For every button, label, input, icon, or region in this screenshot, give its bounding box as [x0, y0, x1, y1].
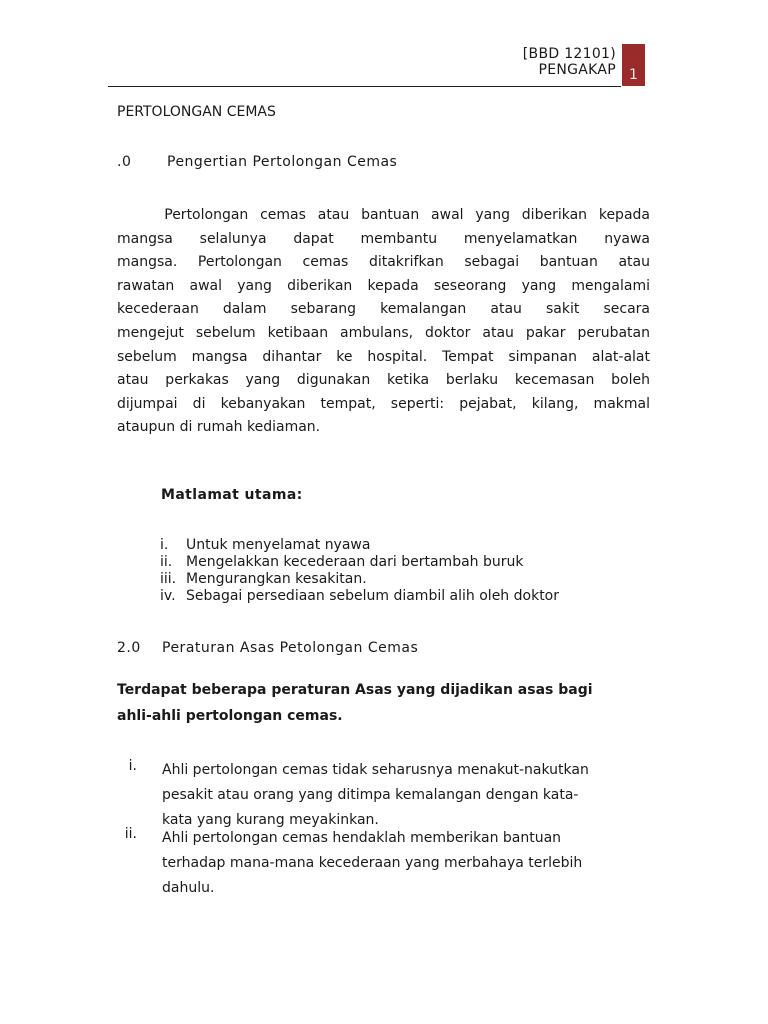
- paragraph-line: mangsa selalunya dapat membantu menyelamatkan nyawa: [117, 230, 650, 247]
- goal-item: [160, 588, 559, 605]
- rule-text: [162, 758, 642, 833]
- header-divider: [108, 86, 621, 87]
- section1-paragraph: [117, 204, 650, 440]
- paragraph-line: mangsa. Pertolongan cemas ditakrifkan sebagai bantuan atau: [117, 254, 650, 271]
- goal-number: i.: [160, 537, 169, 553]
- subject-title: PENGAKAP: [538, 62, 616, 78]
- paragraph-line: sebelum mangsa dihantar ke hospital. Tempat simpanan alat-alat: [117, 348, 650, 365]
- rule-number: ii.: [124, 826, 137, 842]
- rule-line: dahulu.: [162, 880, 215, 896]
- rule-number: i.: [128, 758, 137, 774]
- goals-list: [160, 537, 559, 605]
- paragraph-line: dijumpai di kebanyakan tempat, seperti: pejabat, kilang, makmal: [117, 395, 650, 412]
- goal-text: Mengelakkan kecederaan dari bertambah buruk: [186, 554, 524, 570]
- paragraph-line: kecederaan dalam sebarang kemalangan atau sakit secara: [117, 301, 650, 318]
- paragraph-line: mengejut sebelum ketibaan ambulans, doktor atau pakar perubatan: [117, 324, 650, 341]
- goal-item: [160, 571, 559, 588]
- course-code: [BBD 12101): [522, 46, 616, 62]
- rule-line: Ahli pertolongan cemas hendaklah memberikan bantuan: [162, 830, 562, 846]
- rule-line: kata yang kurang meyakinkan.: [162, 812, 379, 828]
- document-title: PERTOLONGAN CEMAS: [117, 104, 276, 120]
- goals-heading: Matlamat utama:: [161, 487, 303, 503]
- rule-text: [162, 826, 642, 901]
- goal-item: [160, 537, 559, 554]
- goal-number: iii.: [160, 571, 177, 587]
- section2-heading: Peraturan Asas Petolongan Cemas: [162, 640, 419, 656]
- section2-intro-line-1: Terdapat beberapa peraturan Asas yang dijadikan asas bagi: [117, 682, 593, 698]
- paragraph-line: atau perkakas yang digunakan ketika berlaku kecemasan boleh: [117, 372, 650, 389]
- rule-line: terhadap mana-mana kecederaan yang merbahaya terlebih: [162, 855, 583, 871]
- goal-number: iv.: [160, 588, 176, 604]
- goal-item: [160, 554, 559, 571]
- goal-number: ii.: [160, 554, 173, 570]
- rule-line: Ahli pertolongan cemas tidak seharusnya menakut-nakutkan: [162, 762, 589, 778]
- paragraph-line: Pertolongan cemas atau bantuan awal yang diberikan kepada: [117, 207, 650, 223]
- paragraph-line: ataupun di rumah kediaman.: [117, 419, 321, 436]
- section2-intro-line-2: ahli-ahli pertolongan cemas.: [117, 708, 343, 724]
- page-number: 1: [629, 67, 638, 83]
- page-number-box: [622, 44, 645, 86]
- rule-line: pesakit atau orang yang ditimpa kemalangan dengan kata-: [162, 787, 579, 803]
- section1-number: .0: [117, 154, 132, 170]
- goal-text: Sebagai persediaan sebelum diambil alih oleh doktor: [186, 588, 560, 604]
- goal-text: Untuk menyelamat nyawa: [186, 537, 371, 553]
- page-header: [523, 46, 616, 78]
- section1-heading: Pengertian Pertolongan Cemas: [167, 154, 398, 170]
- goal-text: Mengurangkan kesakitan.: [186, 571, 367, 587]
- paragraph-line: rawatan awal yang diberikan kepada seseorang yang mengalami: [117, 277, 650, 294]
- section2-number: 2.0: [117, 640, 141, 656]
